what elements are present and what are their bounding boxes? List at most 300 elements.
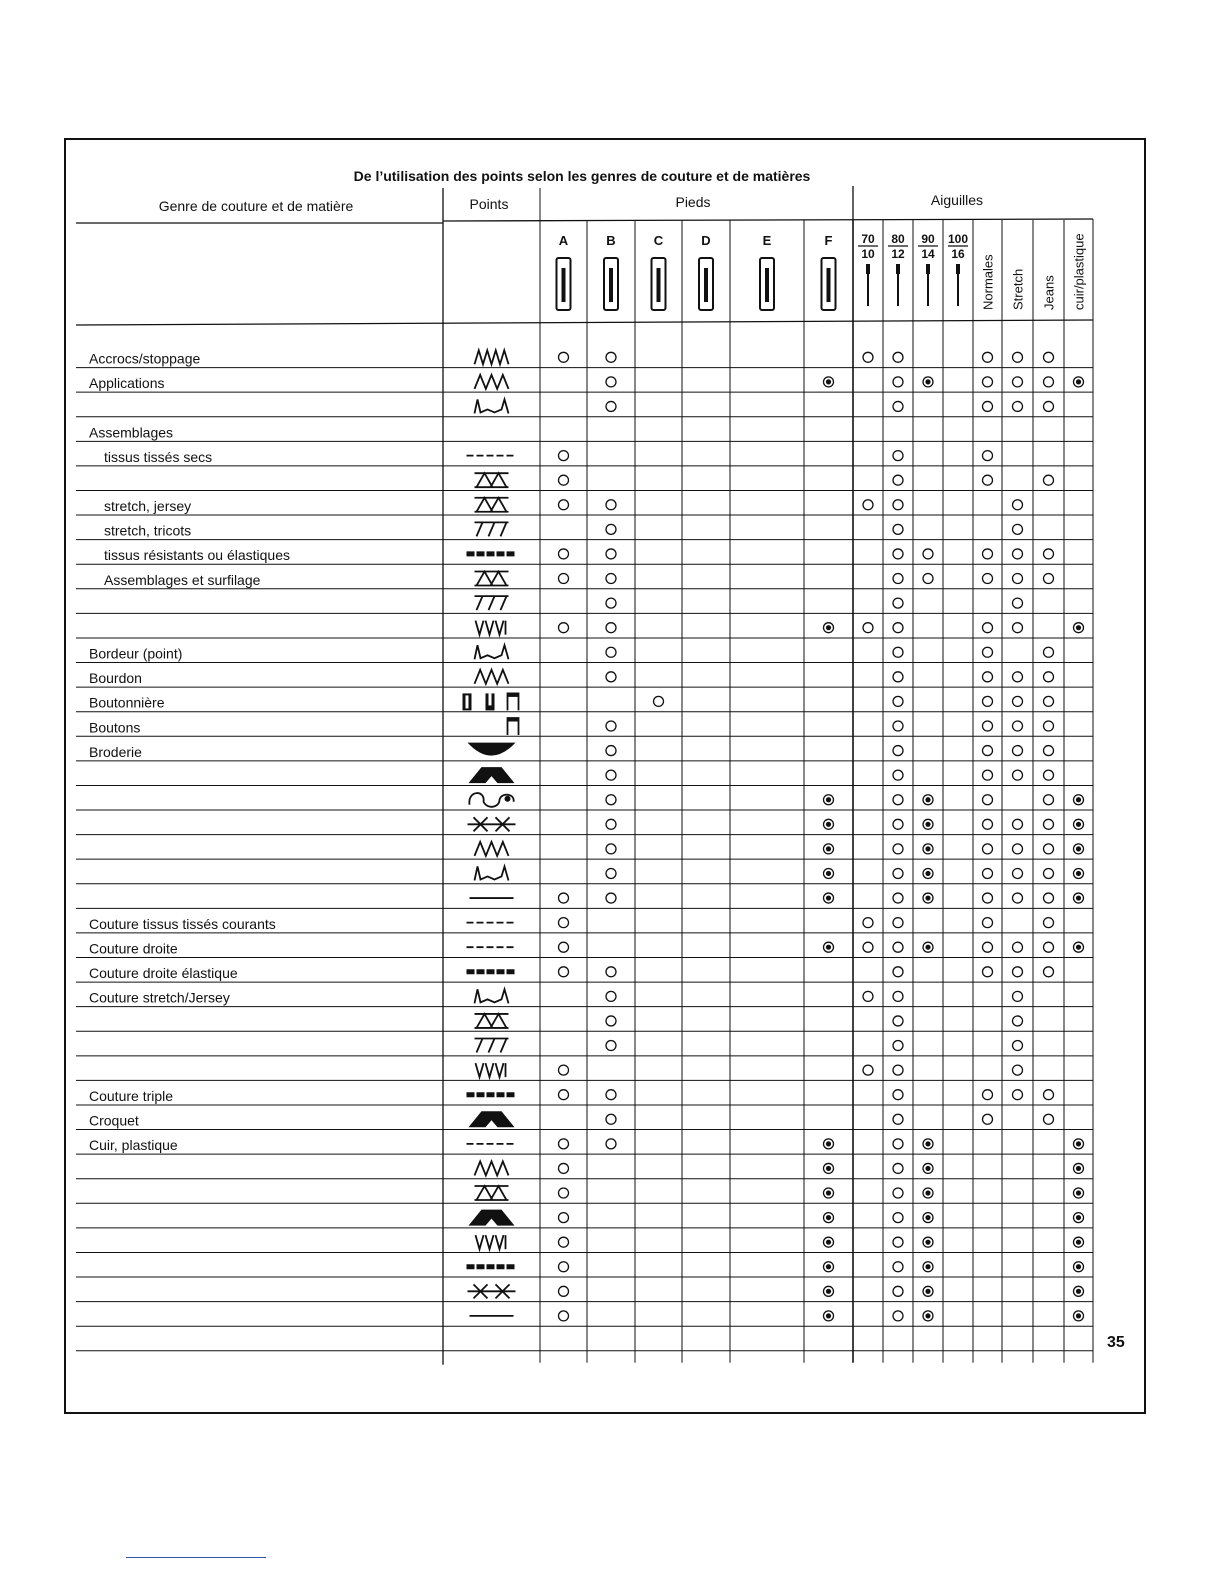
stitch-overlock-icon <box>475 1014 509 1028</box>
filled-circle-mark <box>923 1213 933 1223</box>
open-circle-mark <box>606 1090 616 1100</box>
open-circle-mark <box>1044 770 1054 780</box>
open-circle-mark <box>893 1090 903 1100</box>
open-circle-mark <box>983 623 993 633</box>
stitch-zigzag-icon <box>475 670 509 684</box>
open-circle-mark <box>606 1041 616 1051</box>
open-circle-mark <box>893 401 903 411</box>
stitch-star-icon <box>468 1284 516 1298</box>
row-label: Assemblages et surfilage <box>104 571 261 588</box>
open-circle-mark <box>983 844 993 854</box>
open-circle-mark <box>1044 401 1054 411</box>
stitch-button-icon <box>508 718 519 735</box>
foot-label: C <box>653 233 664 248</box>
open-circle-mark <box>1044 868 1054 878</box>
open-circle-mark <box>983 918 993 928</box>
open-circle-mark <box>559 475 569 485</box>
needle-size-bottom: 16 <box>951 247 965 261</box>
open-circle-mark <box>559 1213 569 1223</box>
open-circle-mark <box>893 770 903 780</box>
open-circle-mark <box>893 795 903 805</box>
filled-circle-mark <box>1074 1188 1084 1198</box>
needle-size-top: 100 <box>947 232 969 246</box>
open-circle-mark <box>893 696 903 706</box>
filled-circle-mark <box>923 868 933 878</box>
open-circle-mark <box>606 647 616 657</box>
filled-circle-mark <box>923 1237 933 1247</box>
open-circle-mark <box>983 893 993 903</box>
open-circle-mark <box>606 844 616 854</box>
header-aiguilles: Aiguilles <box>930 192 984 208</box>
open-circle-mark <box>559 893 569 903</box>
open-circle-mark <box>1013 991 1023 1001</box>
open-circle-mark <box>983 647 993 657</box>
open-circle-mark <box>893 721 903 731</box>
open-circle-mark <box>559 918 569 928</box>
open-circle-mark <box>1044 893 1054 903</box>
stitch-overlock-icon <box>475 572 509 586</box>
open-circle-mark <box>893 352 903 362</box>
open-circle-mark <box>893 500 903 510</box>
presser-foot-icon <box>760 258 774 310</box>
filled-circle-mark <box>923 1163 933 1173</box>
stitch-blindzig-icon <box>475 645 509 659</box>
open-circle-mark <box>983 451 993 461</box>
open-circle-mark <box>893 1286 903 1296</box>
open-circle-mark <box>893 598 903 608</box>
open-circle-mark <box>983 819 993 829</box>
filled-circle-mark <box>923 819 933 829</box>
open-circle-mark <box>893 623 903 633</box>
open-circle-mark <box>893 647 903 657</box>
open-circle-mark <box>983 352 993 362</box>
open-circle-mark <box>1013 377 1023 387</box>
open-circle-mark <box>1013 868 1023 878</box>
open-circle-mark <box>559 1065 569 1075</box>
needle-icon <box>866 264 870 306</box>
open-circle-mark <box>1013 819 1023 829</box>
presser-foot-icon <box>822 258 836 310</box>
filled-circle-mark <box>824 1188 834 1198</box>
row-label: Couture droite élastique <box>89 965 238 982</box>
open-circle-mark <box>893 451 903 461</box>
stitch-vvv-icon <box>476 1235 506 1249</box>
presser-foot-icon <box>652 258 666 310</box>
open-circle-mark <box>1013 352 1023 362</box>
filled-circle-mark <box>1074 1237 1084 1247</box>
stitch-overlock-icon <box>475 1186 509 1200</box>
open-circle-mark <box>863 991 873 1001</box>
stitch-feather-icon <box>475 1039 509 1053</box>
column-headers <box>557 232 1087 310</box>
needle-type-label: cuir/plastique <box>1071 233 1087 310</box>
open-circle-mark <box>606 352 616 362</box>
row-label: Couture tissus tissés courants <box>89 915 276 932</box>
open-circle-mark <box>893 377 903 387</box>
filled-circle-mark <box>1074 1213 1084 1223</box>
open-circle-mark <box>893 549 903 559</box>
filled-circle-mark <box>824 844 834 854</box>
filled-circle-mark <box>824 623 834 633</box>
open-circle-mark <box>606 1114 616 1124</box>
stitch-feather-icon <box>475 596 509 610</box>
open-circle-mark <box>559 500 569 510</box>
open-circle-mark <box>1013 942 1023 952</box>
open-circle-mark <box>863 918 873 928</box>
open-circle-mark <box>559 623 569 633</box>
filled-circle-mark <box>923 377 933 387</box>
stitch-trapezoid-icon <box>469 1111 515 1127</box>
open-circle-mark <box>1013 623 1023 633</box>
filled-circle-mark <box>824 1139 834 1149</box>
filled-circle-mark <box>824 1163 834 1173</box>
needle-size-bottom: 10 <box>861 247 875 261</box>
filled-circle-mark <box>1074 623 1084 633</box>
filled-circle-mark <box>1074 893 1084 903</box>
open-circle-mark <box>606 549 616 559</box>
open-circle-mark <box>893 844 903 854</box>
open-circle-mark <box>559 549 569 559</box>
stitch-symbols <box>463 350 519 1316</box>
open-circle-mark <box>893 524 903 534</box>
open-circle-mark <box>1044 844 1054 854</box>
open-circle-mark <box>1044 1114 1054 1124</box>
open-circle-mark <box>1044 918 1054 928</box>
stitch-trapezoid-icon <box>469 1210 515 1226</box>
open-circle-mark <box>893 918 903 928</box>
filled-circle-mark <box>824 1262 834 1272</box>
open-circle-mark <box>893 1262 903 1272</box>
row-label: Boutonnière <box>89 694 165 711</box>
open-circle-mark <box>1013 696 1023 706</box>
open-circle-mark <box>606 1016 616 1026</box>
open-circle-mark <box>559 352 569 362</box>
stitch-feather-icon <box>475 522 509 536</box>
filled-circle-mark <box>824 942 834 952</box>
open-circle-mark <box>606 672 616 682</box>
open-circle-mark <box>1013 500 1023 510</box>
open-circle-mark <box>606 401 616 411</box>
filled-circle-mark <box>923 844 933 854</box>
stitch-zigzag-icon <box>475 842 509 856</box>
stitch-vvv-icon <box>476 1063 506 1077</box>
filled-circle-mark <box>824 795 834 805</box>
open-circle-mark <box>606 574 616 584</box>
foot-label: B <box>606 233 616 248</box>
stitch-buttonhole-icon <box>463 693 519 710</box>
header-points: Points <box>469 196 509 212</box>
open-circle-mark <box>983 795 993 805</box>
header-rule <box>76 320 1093 325</box>
open-circle-mark <box>606 893 616 903</box>
filled-circle-mark <box>1074 377 1084 387</box>
stitch-arc-icon <box>468 743 516 756</box>
page-number: 35 <box>1107 1334 1125 1351</box>
foot-label: F <box>824 233 833 248</box>
open-circle-mark <box>893 868 903 878</box>
row-label: Assemblages <box>89 424 174 441</box>
open-circle-mark <box>983 770 993 780</box>
open-circle-mark <box>1013 770 1023 780</box>
open-circle-mark <box>1013 1016 1023 1026</box>
open-circle-mark <box>559 451 569 461</box>
filled-circle-mark <box>824 377 834 387</box>
filled-circle-mark <box>1074 942 1084 952</box>
open-circle-mark <box>983 401 993 411</box>
foot-label: D <box>701 233 711 248</box>
open-circle-mark <box>559 942 569 952</box>
filled-circle-mark <box>923 1286 933 1296</box>
open-circle-mark <box>863 942 873 952</box>
open-circle-mark <box>893 1237 903 1247</box>
open-circle-mark <box>893 746 903 756</box>
open-circle-mark <box>1044 672 1054 682</box>
needle-icon <box>956 264 960 306</box>
open-circle-mark <box>983 377 993 387</box>
open-circle-mark <box>606 991 616 1001</box>
header-genre: Genre de couture et de matière <box>158 198 354 214</box>
open-circle-mark <box>893 1065 903 1075</box>
filled-circle-mark <box>923 795 933 805</box>
row-label: Broderie <box>89 743 142 760</box>
open-circle-mark <box>1044 746 1054 756</box>
open-circle-mark <box>1013 1041 1023 1051</box>
row-label: Couture droite <box>89 940 178 957</box>
open-circle-mark <box>559 1163 569 1173</box>
open-circle-mark <box>983 1114 993 1124</box>
filled-circle-mark <box>1074 795 1084 805</box>
open-circle-mark <box>606 623 616 633</box>
filled-circle-mark <box>923 1262 933 1272</box>
open-circle-mark <box>1044 795 1054 805</box>
open-circle-mark <box>1013 893 1023 903</box>
stitch-blindzig-icon <box>475 866 509 880</box>
open-circle-mark <box>893 1114 903 1124</box>
open-circle-mark <box>559 1237 569 1247</box>
row-label: Accrocs/stoppage <box>89 350 201 367</box>
filled-circle-mark <box>824 868 834 878</box>
open-circle-mark <box>893 942 903 952</box>
needle-size-top: 90 <box>921 232 935 246</box>
open-circle-mark <box>606 868 616 878</box>
open-circle-mark <box>863 1065 873 1075</box>
row-label: Couture stretch/Jersey <box>89 989 230 1006</box>
open-circle-mark <box>983 574 993 584</box>
open-circle-mark <box>559 1139 569 1149</box>
open-circle-mark <box>983 696 993 706</box>
open-circle-mark <box>559 1286 569 1296</box>
stitch-blindzig-icon <box>475 399 509 413</box>
row-label: tissus résistants ou élastiques <box>104 547 290 564</box>
open-circle-mark <box>893 1188 903 1198</box>
open-circle-mark <box>1044 819 1054 829</box>
open-circle-mark <box>1044 1090 1054 1100</box>
open-circle-mark <box>1013 401 1023 411</box>
usage-marks <box>559 352 1084 1321</box>
filled-circle-mark <box>923 942 933 952</box>
filled-circle-mark <box>824 1237 834 1247</box>
filled-circle-mark <box>824 1311 834 1321</box>
open-circle-mark <box>1013 672 1023 682</box>
open-circle-mark <box>559 574 569 584</box>
row-label: Croquet <box>89 1112 139 1129</box>
open-circle-mark <box>893 1311 903 1321</box>
open-circle-mark <box>1013 844 1023 854</box>
filled-circle-mark <box>923 893 933 903</box>
needle-size-top: 80 <box>891 232 905 246</box>
open-circle-mark <box>863 623 873 633</box>
row-label: Applications <box>89 375 165 392</box>
needle-size-bottom: 12 <box>891 247 905 261</box>
open-circle-mark <box>983 475 993 485</box>
open-circle-mark <box>923 549 933 559</box>
foot-label: E <box>762 233 772 248</box>
open-circle-mark <box>983 967 993 977</box>
open-circle-mark <box>1013 598 1023 608</box>
filled-circle-mark <box>1074 1139 1084 1149</box>
open-circle-mark <box>863 500 873 510</box>
open-circle-mark <box>1013 524 1023 534</box>
needle-icon <box>926 264 930 306</box>
stitch-scroll-icon <box>469 793 513 807</box>
needle-type-label: Normales <box>980 254 996 310</box>
open-circle-mark <box>606 524 616 534</box>
filled-circle-mark <box>1074 819 1084 829</box>
filled-circle-mark <box>1074 844 1084 854</box>
open-circle-mark <box>893 475 903 485</box>
open-circle-mark <box>893 1213 903 1223</box>
presser-foot-icon <box>604 258 618 310</box>
row-label: Cuir, plastique <box>89 1137 178 1154</box>
open-circle-mark <box>1044 549 1054 559</box>
open-circle-mark <box>893 819 903 829</box>
needle-size-bottom: 14 <box>921 247 935 261</box>
filled-circle-mark <box>1074 1262 1084 1272</box>
open-circle-mark <box>1013 967 1023 977</box>
open-circle-mark <box>606 598 616 608</box>
open-circle-mark <box>1044 942 1054 952</box>
open-circle-mark <box>559 1262 569 1272</box>
row-label: Bordeur (point) <box>89 645 183 662</box>
needle-type-label: Stretch <box>1010 268 1026 310</box>
filled-circle-mark <box>1074 1286 1084 1296</box>
open-circle-mark <box>893 1016 903 1026</box>
open-circle-mark <box>606 1139 616 1149</box>
open-circle-mark <box>1013 746 1023 756</box>
open-circle-mark <box>863 352 873 362</box>
open-circle-mark <box>983 721 993 731</box>
table-title: De l’utilisation des points selon les genres de couture et de matières <box>353 168 811 184</box>
open-circle-mark <box>1044 721 1054 731</box>
open-circle-mark <box>559 1188 569 1198</box>
row-label: Couture triple <box>89 1087 174 1104</box>
open-circle-mark <box>893 967 903 977</box>
footer-link-underline <box>126 1557 266 1558</box>
filled-circle-mark <box>1074 868 1084 878</box>
open-circle-mark <box>1013 1065 1023 1075</box>
header-pieds: Pieds <box>675 194 711 210</box>
filled-circle-mark <box>923 1139 933 1149</box>
open-circle-mark <box>606 377 616 387</box>
open-circle-mark <box>1044 574 1054 584</box>
filled-circle-mark <box>1074 1311 1084 1321</box>
stitch-zigzag-icon <box>475 1161 509 1175</box>
open-circle-mark <box>923 574 933 584</box>
open-circle-mark <box>1013 721 1023 731</box>
stitch-trapezoid-icon <box>469 767 515 783</box>
foot-label: A <box>558 233 569 248</box>
open-circle-mark <box>1013 574 1023 584</box>
needle-type-label: Jeans <box>1041 275 1057 310</box>
open-circle-mark <box>893 1041 903 1051</box>
filled-circle-mark <box>923 1311 933 1321</box>
filled-circle-mark <box>824 893 834 903</box>
row-label: stretch, jersey <box>104 498 192 515</box>
open-circle-mark <box>893 1139 903 1149</box>
open-circle-mark <box>1044 967 1054 977</box>
stitch-vvv-icon <box>476 621 506 635</box>
open-circle-mark <box>606 721 616 731</box>
open-circle-mark <box>559 1311 569 1321</box>
open-circle-mark <box>983 1090 993 1100</box>
presser-foot-icon <box>557 258 571 310</box>
open-circle-mark <box>893 672 903 682</box>
open-circle-mark <box>1044 377 1054 387</box>
stitch-zigzag-icon <box>475 375 509 389</box>
filled-circle-mark <box>824 1286 834 1296</box>
filled-circle-mark <box>824 1213 834 1223</box>
open-circle-mark <box>893 991 903 1001</box>
open-circle-mark <box>983 868 993 878</box>
open-circle-mark <box>893 1163 903 1173</box>
open-circle-mark <box>559 967 569 977</box>
presser-foot-icon <box>699 258 713 310</box>
needle-size-top: 70 <box>861 232 875 246</box>
stitch-star-icon <box>468 817 516 831</box>
row-label: tissus tissés secs <box>104 448 213 465</box>
filled-circle-mark <box>1074 1163 1084 1173</box>
open-circle-mark <box>654 696 664 706</box>
stitch-zigzag3-icon <box>475 350 509 364</box>
open-circle-mark <box>983 672 993 682</box>
open-circle-mark <box>606 795 616 805</box>
open-circle-mark <box>1044 352 1054 362</box>
open-circle-mark <box>606 967 616 977</box>
stitch-overlock-icon <box>475 473 509 487</box>
row-labels <box>89 351 290 1154</box>
open-circle-mark <box>606 819 616 829</box>
open-circle-mark <box>983 942 993 952</box>
open-circle-mark <box>606 746 616 756</box>
open-circle-mark <box>983 549 993 559</box>
open-circle-mark <box>606 500 616 510</box>
filled-circle-mark <box>824 819 834 829</box>
open-circle-mark <box>893 574 903 584</box>
open-circle-mark <box>1044 475 1054 485</box>
open-circle-mark <box>893 893 903 903</box>
open-circle-mark <box>1044 696 1054 706</box>
open-circle-mark <box>559 1090 569 1100</box>
table-grid <box>76 186 1093 1365</box>
open-circle-mark <box>1013 1090 1023 1100</box>
open-circle-mark <box>606 770 616 780</box>
stitch-overlock-icon <box>475 498 509 512</box>
open-circle-mark <box>1044 647 1054 657</box>
row-label: Boutons <box>89 719 141 736</box>
open-circle-mark <box>1013 549 1023 559</box>
stitch-blindzig-icon <box>475 989 509 1003</box>
row-label: stretch, tricots <box>104 522 192 539</box>
